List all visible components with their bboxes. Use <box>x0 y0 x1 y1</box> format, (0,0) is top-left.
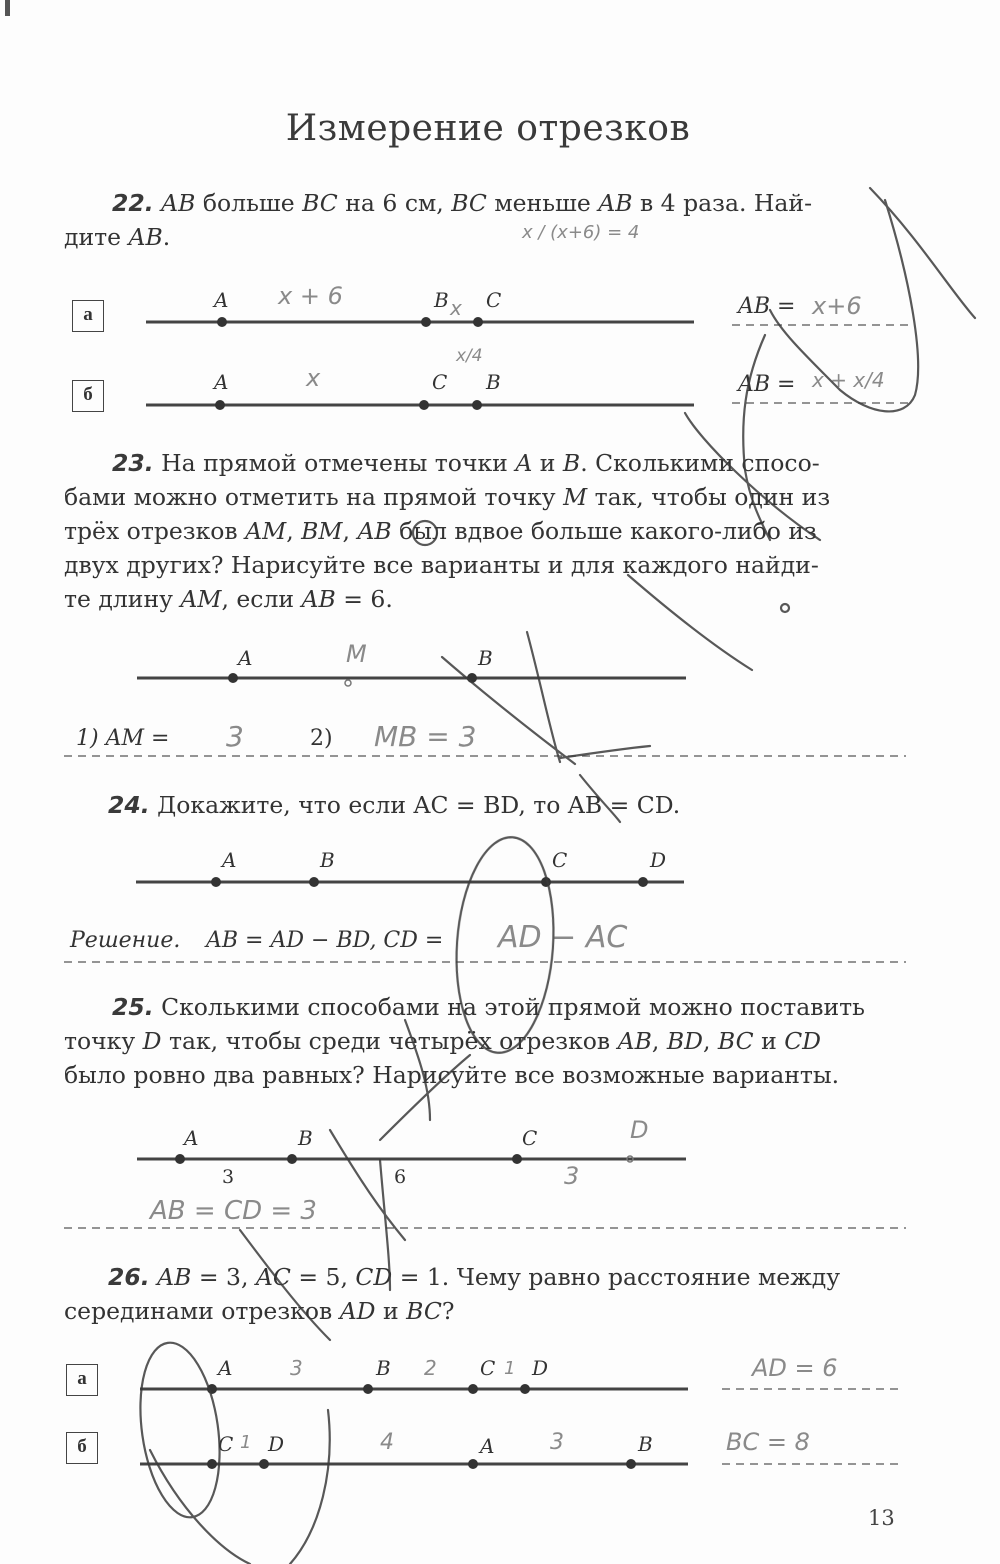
segment-note: 1 <box>504 1358 516 1379</box>
variant-b-label: б <box>66 1432 98 1464</box>
scribble-stroke <box>150 1450 250 1564</box>
point-dot <box>512 1154 522 1164</box>
page-number: 13 <box>868 1506 895 1530</box>
point-label: C <box>486 288 502 312</box>
point-label: C <box>552 848 568 872</box>
handwritten-answer: x+6 <box>812 292 862 320</box>
problem-text: Докажите, что если AC = BD, то AB = CD. <box>157 791 681 819</box>
point-dot <box>175 1154 185 1164</box>
handwritten-solution: AD − AC <box>498 920 628 955</box>
point-label: D <box>268 1432 285 1456</box>
problem-number: 24. <box>108 791 150 819</box>
problem-number: 23. <box>112 449 154 477</box>
point-label: B <box>320 848 335 872</box>
scan-edge-mark <box>5 0 10 16</box>
point-label: B <box>434 288 449 312</box>
point-label: A <box>214 370 229 394</box>
point-dot <box>421 317 431 327</box>
point-label: A <box>218 1356 233 1380</box>
scribble-circle <box>130 1338 233 1523</box>
handwritten-answer: AD = 6 <box>752 1354 838 1382</box>
problem-26-text: 26. AB = 3, AC = 5, CD = 1. Чему равно расстояние между серединами отрезков AD и BC? <box>64 1263 841 1325</box>
point-label: A <box>238 646 253 670</box>
point-label: B <box>376 1356 391 1380</box>
segment-note: x/4 <box>456 346 483 366</box>
handwritten-equation: x / (x+6) = 4 <box>522 222 640 243</box>
point-dot <box>467 673 477 683</box>
point-label: C <box>218 1432 234 1456</box>
page-title: Измерение отрезков <box>285 108 691 149</box>
scribble-stroke <box>560 746 650 758</box>
segment-note: 4 <box>380 1430 394 1455</box>
point-dot <box>228 673 238 683</box>
problem-23-text: 23. На прямой отмечены точки A и B. Сколькими спосо- бами можно отметить на прямой точку M так, чтобы один из трёх отрезков AM, BM, AB был вдвое больше какого-либо из двух других? Нарисуйте все варианты и для каждого найди- те длину AM, если AB = 6. <box>64 449 831 613</box>
problem-number: 25. <box>112 993 154 1021</box>
handwritten-point <box>345 680 351 686</box>
point-label: A <box>222 848 237 872</box>
variant-b-label: б <box>72 380 104 412</box>
solution-label: Решение. <box>70 928 181 953</box>
answer-label: AB = <box>738 294 796 319</box>
problem-22-text: 22. AB больше BC на 6 см, BC меньше AB в 4 раза. Най- дите AB. <box>64 189 813 251</box>
handwritten-point <box>627 1156 633 1162</box>
point-label: A <box>184 1126 199 1150</box>
scribble-stroke <box>290 1410 330 1564</box>
answer-label: 2) <box>310 726 333 751</box>
handwritten-answer: AB = CD = 3 <box>150 1196 317 1226</box>
point-dot <box>287 1154 297 1164</box>
point-dot <box>363 1384 373 1394</box>
problem-number: 22. <box>112 189 154 217</box>
handwritten-answer: BC = 8 <box>726 1428 810 1456</box>
point-label: C <box>522 1126 538 1150</box>
point-label: B <box>638 1432 653 1456</box>
handwritten-point-label: D <box>630 1116 649 1144</box>
point-dot <box>472 400 482 410</box>
point-label: B <box>486 370 501 394</box>
point-dot <box>468 1384 478 1394</box>
point-dot <box>520 1384 530 1394</box>
problem-24-text <box>64 788 906 822</box>
problem-number: 26. <box>108 1263 150 1291</box>
segment-note: 3 <box>550 1430 564 1455</box>
pen-scribbles <box>130 188 975 1564</box>
segment-note: x <box>450 296 462 320</box>
point-dot <box>207 1384 217 1394</box>
point-dot <box>207 1459 217 1469</box>
point-label: B <box>478 646 493 670</box>
point-label: A <box>214 288 229 312</box>
point-dot <box>473 317 483 327</box>
answer-label: 1) AM = <box>76 726 170 751</box>
point-dot <box>217 317 227 327</box>
point-label: A <box>480 1434 495 1458</box>
point-dot <box>419 400 429 410</box>
segment-note: x + 6 <box>278 282 343 310</box>
point-label: C <box>480 1356 496 1380</box>
variant-a-label: а <box>66 1364 98 1396</box>
answer-label: AB = <box>738 372 796 397</box>
handwritten-segment-value: 3 <box>564 1162 580 1190</box>
point-label: C <box>432 370 448 394</box>
segment-note: 3 <box>290 1356 303 1380</box>
handwritten-answer: x + x/4 <box>812 368 885 392</box>
variant-a-label: а <box>72 300 104 332</box>
point-dot <box>468 1459 478 1469</box>
handwritten-answer: 3 <box>226 720 244 753</box>
point-dot <box>541 877 551 887</box>
handwritten-answer: MB = 3 <box>374 720 477 753</box>
segment-note: 2 <box>424 1356 437 1380</box>
point-dot <box>626 1459 636 1469</box>
segment-value: 3 <box>222 1166 235 1188</box>
problem-25-text: 25. Сколькими способами на этой прямой можно поставить точку D так, чтобы среди четырёх отрезков AB, BD, BC и CD было ровно два равных? Нарисуйте все возможные варианты. <box>64 993 865 1089</box>
point-label: D <box>650 848 667 872</box>
point-dot <box>215 400 225 410</box>
point-label: B <box>298 1126 313 1150</box>
segment-note: x <box>306 364 321 392</box>
solution-text: AB = AD − BD, CD = <box>206 928 444 953</box>
scribble-stroke <box>527 632 560 762</box>
segment-note: 1 <box>240 1432 252 1453</box>
point-dot <box>638 877 648 887</box>
point-label: D <box>532 1356 549 1380</box>
segment-value: 6 <box>394 1166 407 1188</box>
point-dot <box>309 877 319 887</box>
handwritten-point-label: M <box>346 640 367 668</box>
point-dot <box>211 877 221 887</box>
point-dot <box>259 1459 269 1469</box>
